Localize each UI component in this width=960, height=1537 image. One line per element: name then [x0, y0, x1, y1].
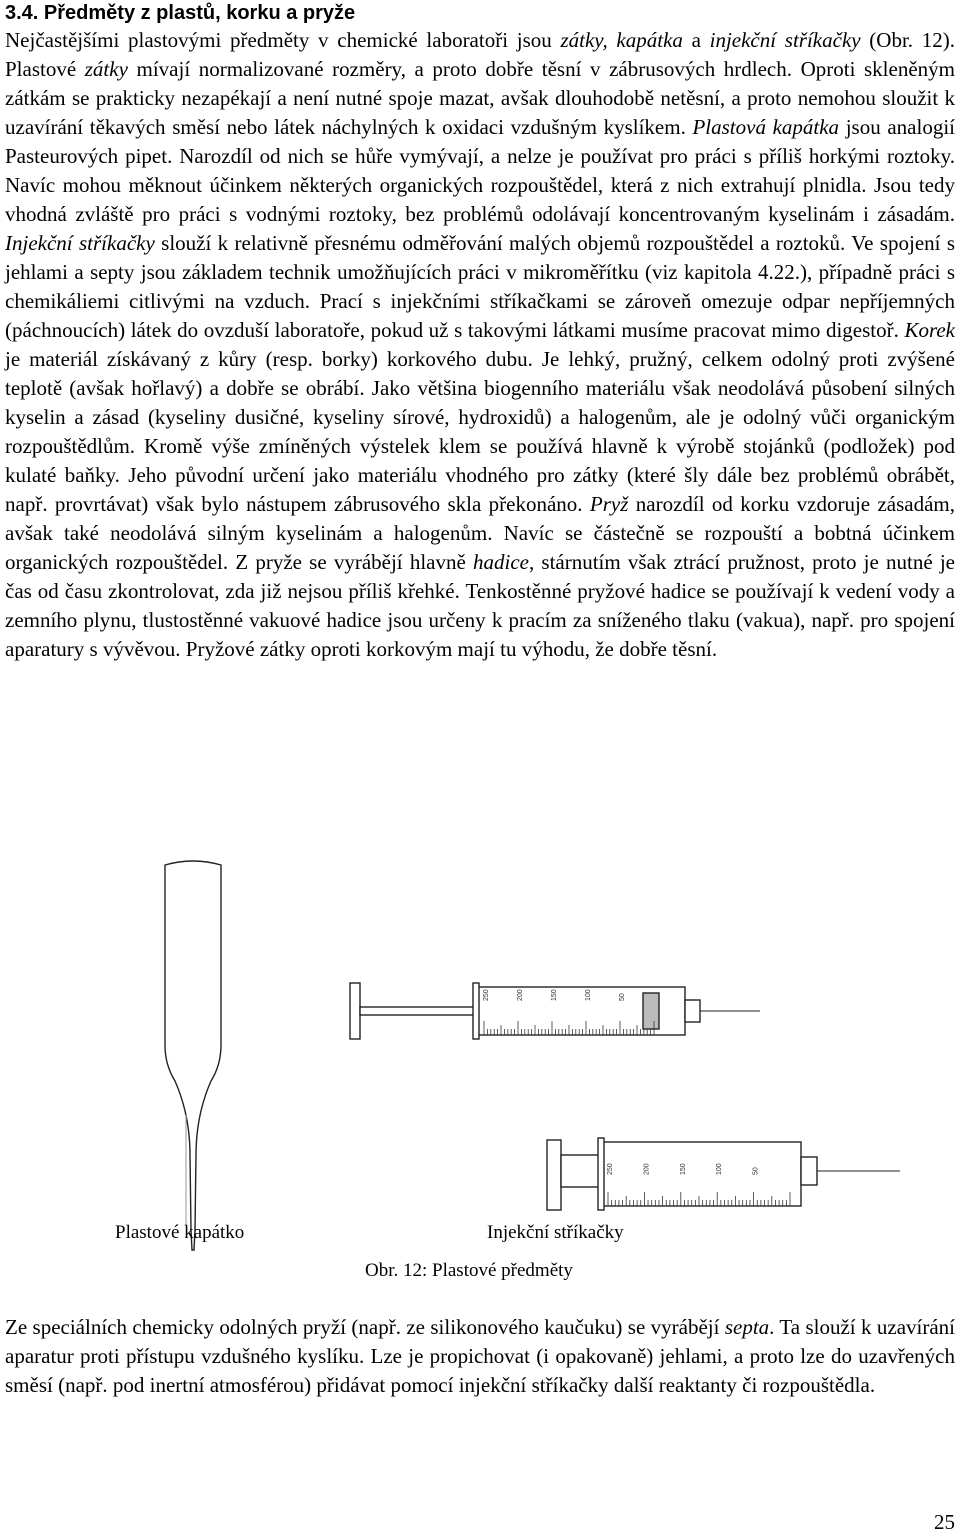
scale-label: 50	[619, 993, 626, 1001]
syringe-lower	[547, 1138, 900, 1210]
emphasized-term: zátky	[84, 57, 128, 81]
text-run: jsou analogií Pasteurových pipet. Narozdíl od nich se hůře vymývají, a nelze je používat pro práci s příliš horkými roztoky. Navíc mohou měknout účinkem některých organických rozpouštědel, která z nich extrahují plnidla. Jsou tedy vhodná zvláště pro práci s vodnými roztoky, bez problémů odolávají koncentrovaným kyselinám i zásadám.	[5, 115, 955, 226]
emphasized-term: Pryž	[589, 492, 629, 516]
plastic-dropper-drawing	[165, 861, 221, 1250]
figure-caption: Obr. 12: Plastové předměty	[365, 1260, 573, 1281]
scale-label: 150	[551, 989, 558, 1001]
label-syringes: Injekční stříkačky	[487, 1222, 624, 1243]
emphasized-term: zátky, kapátka	[560, 28, 683, 52]
text-run: je materiál získávaný z kůry (resp. borky) korkového dubu. Je lehký, pružný, celkem odolný proti zvýšené teplotě (avšak hořlavý) a dobře se obrábí. Jako většina biogenního materiálu však neodolává působení silných kyselin a zásad (kyseliny dusičné, kyseliny sírové, hydroxidů) a halogenům, ale je odolný vůči organickým rozpouštědlům. Kromě výše zmíněných výstelek klem se používá hlavně k výrobě stojánků (podložek) pod kulaté baňky. Jeho původní určení jako materiálu vhodného pro zátky (které šly dále bez problémů obrábět, např. provrtávat) však bylo nástupem zábrusového skla překonáno.	[5, 347, 955, 516]
page-number: 25	[934, 1510, 955, 1534]
section-heading: 3.4. Předměty z plastů, korku a pryže	[5, 2, 356, 24]
emphasized-term: injekční stříkačky	[709, 28, 861, 52]
text-run: Ze speciálních chemicky odolných pryží (např. ze silikonového kaučuku) se vyrábějí	[5, 1315, 725, 1339]
text-run: slouží k relativně přesnému odměřování malých objemů rozpouštědel a roztoků. Ve spojení s jehlami a septy jsou základem technik umožňujících práci v mikroměřítku (viz kapitola 4.22.), případně práci s chemikáliemi citlivými na vzduch. Prací s injekčními stříkačkami se zároveň omezuje odpar nepříjemných (páchnoucích) látek do ovzduší laboratoře, pokud už s takovými látkami musíme pracovat mimo digestoř.	[5, 231, 956, 342]
scale-label: 200	[643, 1163, 651, 1175]
scale-label: 100	[585, 989, 592, 1001]
emphasized-term: Plastová kapátka	[692, 115, 840, 139]
text-run: (Obr. 12). Plastové	[5, 28, 955, 81]
body-paragraph-2	[5, 1313, 955, 1400]
emphasized-term: hadice	[472, 550, 529, 574]
scale-label: 200	[517, 989, 524, 1001]
figure-plastic-items	[0, 855, 960, 1285]
emphasized-term: septa	[724, 1315, 770, 1339]
text-run: a	[682, 28, 710, 52]
emphasized-term: Injekční stříkačky	[5, 231, 155, 255]
scale-label: 50	[752, 1167, 760, 1175]
body-paragraph-1	[5, 26, 955, 664]
text-run: Nejčastějšími plastovými předměty v chemické laboratoři jsou	[5, 28, 561, 52]
scale-label: 150	[679, 1163, 687, 1175]
scale-label: 250	[607, 1163, 614, 1175]
scale-label: 250	[483, 989, 490, 1001]
text-run: , stárnutím však ztrácí pružnost, proto je nutné je čas od času zkontrolovat, zda již nejsou příliš křehké. Tenkostěnné pryžové hadice se používají k vedení vody a zemního plynu, tlustostěnné vakuové hadice jsou určeny k pracím za sníženého tlaku (vakua), např. pro spojení aparatury s vývěvou. Pryžové zátky oproti korkovým mají tu výhodu, že dobře těsní.	[5, 550, 955, 661]
text-run: mívají normalizované rozměry, a proto dobře těsní v zábrusových hrdlech. Oproti skleněným zátkám se prakticky nezapékají a není nutné spoje mazat, avšak dlouhodobě netěsní, a proto nemohou sloužit k uzavírání těkavých směsí nebo látek náchylných k oxidaci vzdušným kyslíkem.	[5, 57, 955, 139]
label-dropper: Plastové kapátko	[115, 1222, 245, 1243]
scale-label: 100	[716, 1163, 724, 1175]
text-run: . Ta slouží k uzavírání aparatur proti přístupu vzdušného kyslíku. Lze je propichovat (i opakovaně) jehlami, a proto lze do uzavřených směsí (např. pod inertní atmosférou) přidávat pomocí injekční stříkačky další reaktanty či rozpouštědla.	[5, 1315, 956, 1397]
emphasized-term: Korek	[904, 318, 955, 342]
text-run: narozdíl od korku vzdoruje zásadám, avšak také neodolává silným kyselinám a halogenům. Navíc se částečně se rozpouští a bobtná účinkem organických rozpouštědel. Z pryže se vyrábějí hlavně	[5, 492, 955, 574]
